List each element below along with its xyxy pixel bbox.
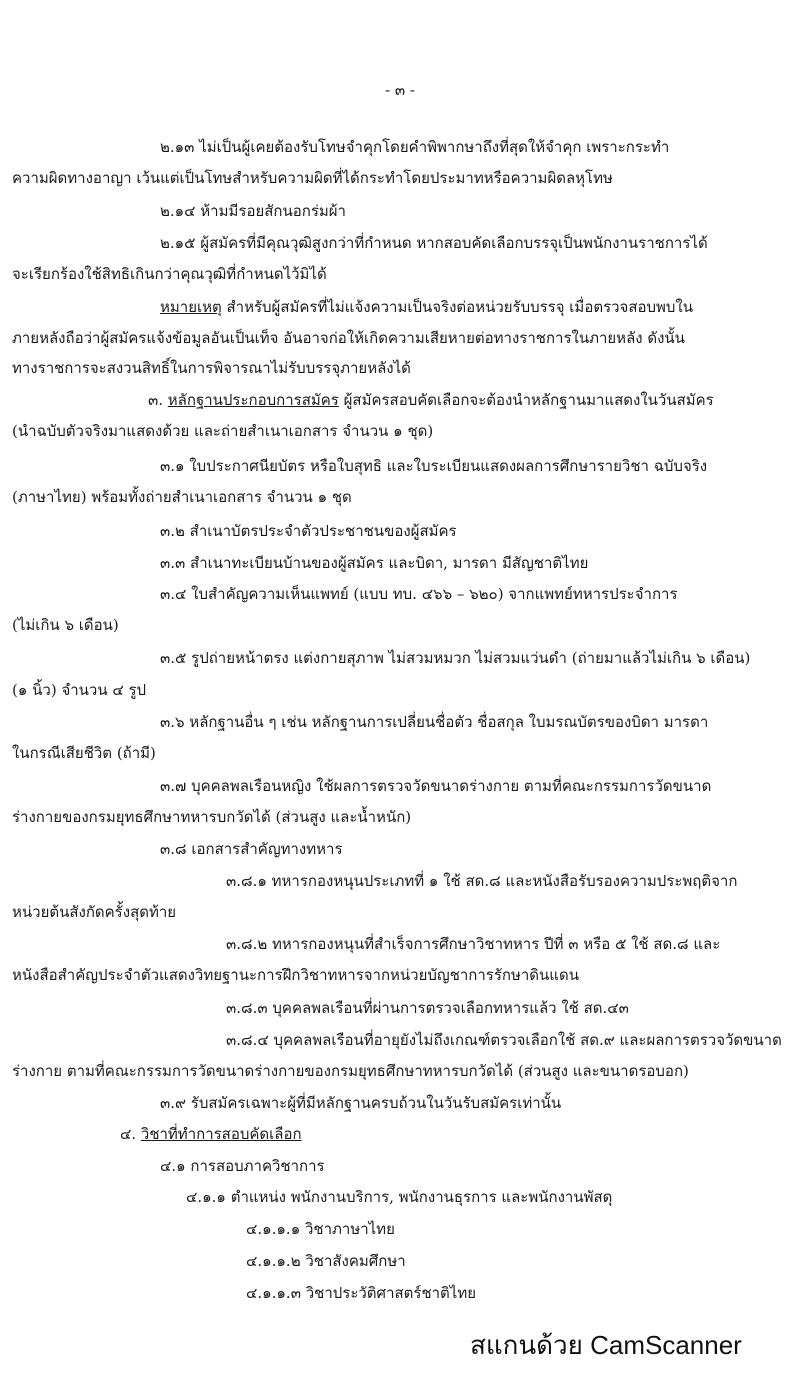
item-3-8-1-line1: ๓.๘.๑ ทหารกองหนุนประเภทที่ ๑ ใช้ สด.๘ และหนังสือรับรองความประพฤติจาก: [226, 872, 738, 890]
camscanner-watermark: สแกนด้วย CamScanner: [470, 1330, 742, 1360]
item-3-7-line2: ร่างกายของกรมยุทธศึกษาทหารบกวัดได้ (ส่วนสูง และน้ำหนัก): [12, 808, 412, 826]
item-3-8-3: ๓.๘.๓ บุคคลพลเรือนที่ผ่านการตรวจเลือกทหารแล้ว ใช้ สด.๔๓: [226, 999, 629, 1017]
section-3-text: ผู้สมัครสอบคัดเลือกจะต้องนำหลักฐานมาแสดงในวันสมัคร: [338, 391, 714, 409]
section-3-title: หลักฐานประกอบการสมัคร: [167, 391, 339, 409]
item-3-1-line2: (ภาษาไทย) พร้อมทั้งถ่ายสำเนาเอกสาร จำนวน ๑ ชุด: [12, 488, 352, 506]
item-3-6-line2: ในกรณีเสียชีวิต (ถ้ามี): [12, 744, 156, 762]
remark-line2: ภายหลังถือว่าผู้สมัครแจ้งข้อมูลอันเป็นเท็จ อันอาจก่อให้เกิดความเสียหายต่อทางราชการในภายหลัง ดังนั้น: [12, 329, 685, 347]
item-3-8-2-line2: หนังสือสำคัญประจำตัวแสดงวิทยฐานะการฝึกวิชาทหารจากหน่วยบัญชาการรักษาดินแดน: [12, 966, 579, 984]
section-3-heading: [148, 389, 714, 411]
page-number: - ๓ -: [385, 81, 415, 99]
item-2-13-line2: ความผิดทางอาญา เว้นแต่เป็นโทษสำหรับความผิดที่ได้กระทำโดยประมาทหรือความผิดลหุโทษ: [12, 169, 613, 187]
item-3-8: ๓.๘ เอกสารสำคัญทางทหาร: [160, 840, 343, 858]
section-3-number: ๓.: [148, 391, 168, 409]
item-3-5-line2: (๑ นิ้ว) จำนวน ๔ รูป: [12, 681, 147, 699]
section-3-line2: (นำฉบับตัวจริงมาแสดงด้วย และถ่ายสำเนาเอกสาร จำนวน ๑ ชุด): [12, 422, 434, 440]
item-3-2: ๓.๒ สำเนาบัตรประจำตัวประชาชนของผู้สมัคร: [160, 522, 457, 540]
item-4-1-1-2: ๔.๑.๑.๒ วิชาสังคมศึกษา: [246, 1252, 406, 1270]
item-3-4-line1: ๓.๔ ใบสำคัญความเห็นแพทย์ (แบบ ทบ. ๔๖๖ – ๖๒๐) จากแพทย์ทหารประจำการ: [160, 585, 678, 603]
item-3-8-4-line2: ร่างกาย ตามที่คณะกรรมการวัดขนาดร่างกายของกรมยุทธศึกษาทหารบกวัดได้ (ส่วนสูง และขนาดรอบอก): [12, 1062, 689, 1080]
remark-line1: [160, 296, 693, 318]
item-2-13-line1: ๒.๑๓ ไม่เป็นผู้เคยต้องรับโทษจำคุกโดยคำพิพากษาถึงที่สุดให้จำคุก เพราะกระทำ: [160, 138, 670, 156]
section-4-number: ๔.: [120, 1125, 141, 1143]
remark-text: สำหรับผู้สมัครที่ไม่แจ้งความเป็นจริงต่อหน่วยรับบรรจุ เมื่อตรวจสอบพบใน: [221, 298, 694, 316]
section-4-title: วิชาที่ทำการสอบคัดเลือก: [140, 1125, 302, 1143]
item-2-15-line1: ๒.๑๕ ผู้สมัครที่มีคุณวุฒิสูงกว่าที่กำหนด หากสอบคัดเลือกบรรจุเป็นพนักงานราชการได้: [160, 234, 708, 252]
item-4-1-1: ๔.๑.๑ ตำแหน่ง พนักงานบริการ, พนักงานธุรการ และพนักงานพัสดุ: [186, 1188, 613, 1206]
item-4-1-1-3: ๔.๑.๑.๓ วิชาประวัติศาสตร์ชาติไทย: [246, 1284, 477, 1302]
item-3-8-2-line1: ๓.๘.๒ ทหารกองหนุนที่สำเร็จการศึกษาวิชาทหาร ปีที่ ๓ หรือ ๕ ใช้ สด.๘ และ: [226, 935, 721, 953]
item-3-9: ๓.๙ รับสมัครเฉพาะผู้ที่มีหลักฐานครบถ้วนในวันรับสมัครเท่านั้น: [160, 1094, 562, 1112]
item-4-1: ๔.๑ การสอบภาควิชาการ: [160, 1157, 325, 1175]
section-4-heading: [120, 1123, 302, 1145]
remark-label: หมายเหตุ: [160, 298, 222, 316]
item-2-14: ๒.๑๔ ห้ามมีรอยสักนอกร่มผ้า: [160, 202, 346, 220]
item-3-6-line1: ๓.๖ หลักฐานอื่น ๆ เช่น หลักฐานการเปลี่ยนชื่อตัว ชื่อสกุล ใบมรณบัตรของบิดา มารดา: [160, 713, 709, 731]
item-3-4-line2: (ไม่เกิน ๖ เดือน): [12, 616, 119, 634]
remark-line3: ทางราชการจะสงวนสิทธิ์ในการพิจารณาไม่รับบรรจุภายหลังได้: [12, 359, 411, 377]
item-3-1-line1: ๓.๑ ใบประกาศนียบัตร หรือใบสุทธิ และใบระเบียนแสดงผลการศึกษารายวิชา ฉบับจริง: [160, 457, 708, 475]
item-3-8-4-line1: ๓.๘.๔ บุคคลพลเรือนที่อายุยังไม่ถึงเกณฑ์ตรวจเลือกใช้ สด.๙ และผลการตรวจวัดขนาด: [226, 1031, 782, 1049]
item-3-3: ๓.๓ สำเนาทะเบียนบ้านของผู้สมัคร และบิดา, มารดา มีสัญชาติไทย: [160, 554, 589, 572]
item-2-15-line2: จะเรียกร้องใช้สิทธิเกินกว่าคุณวุฒิที่กำหนดไว้มิได้: [12, 265, 327, 283]
item-3-7-line1: ๓.๗ บุคคลพลเรือนหญิง ใช้ผลการตรวจวัดขนาดร่างกาย ตามที่คณะกรรมการวัดขนาด: [160, 777, 712, 795]
item-3-8-1-line2: หน่วยต้นสังกัดครั้งสุดท้าย: [12, 903, 177, 921]
item-3-5-line1: ๓.๕ รูปถ่ายหน้าตรง แต่งกายสุภาพ ไม่สวมหมวก ไม่สวมแว่นดำ (ถ่ายมาแล้วไม่เกิน ๖ เดือน): [160, 649, 751, 667]
item-4-1-1-1: ๔.๑.๑.๑ วิชาภาษาไทย: [246, 1220, 395, 1238]
